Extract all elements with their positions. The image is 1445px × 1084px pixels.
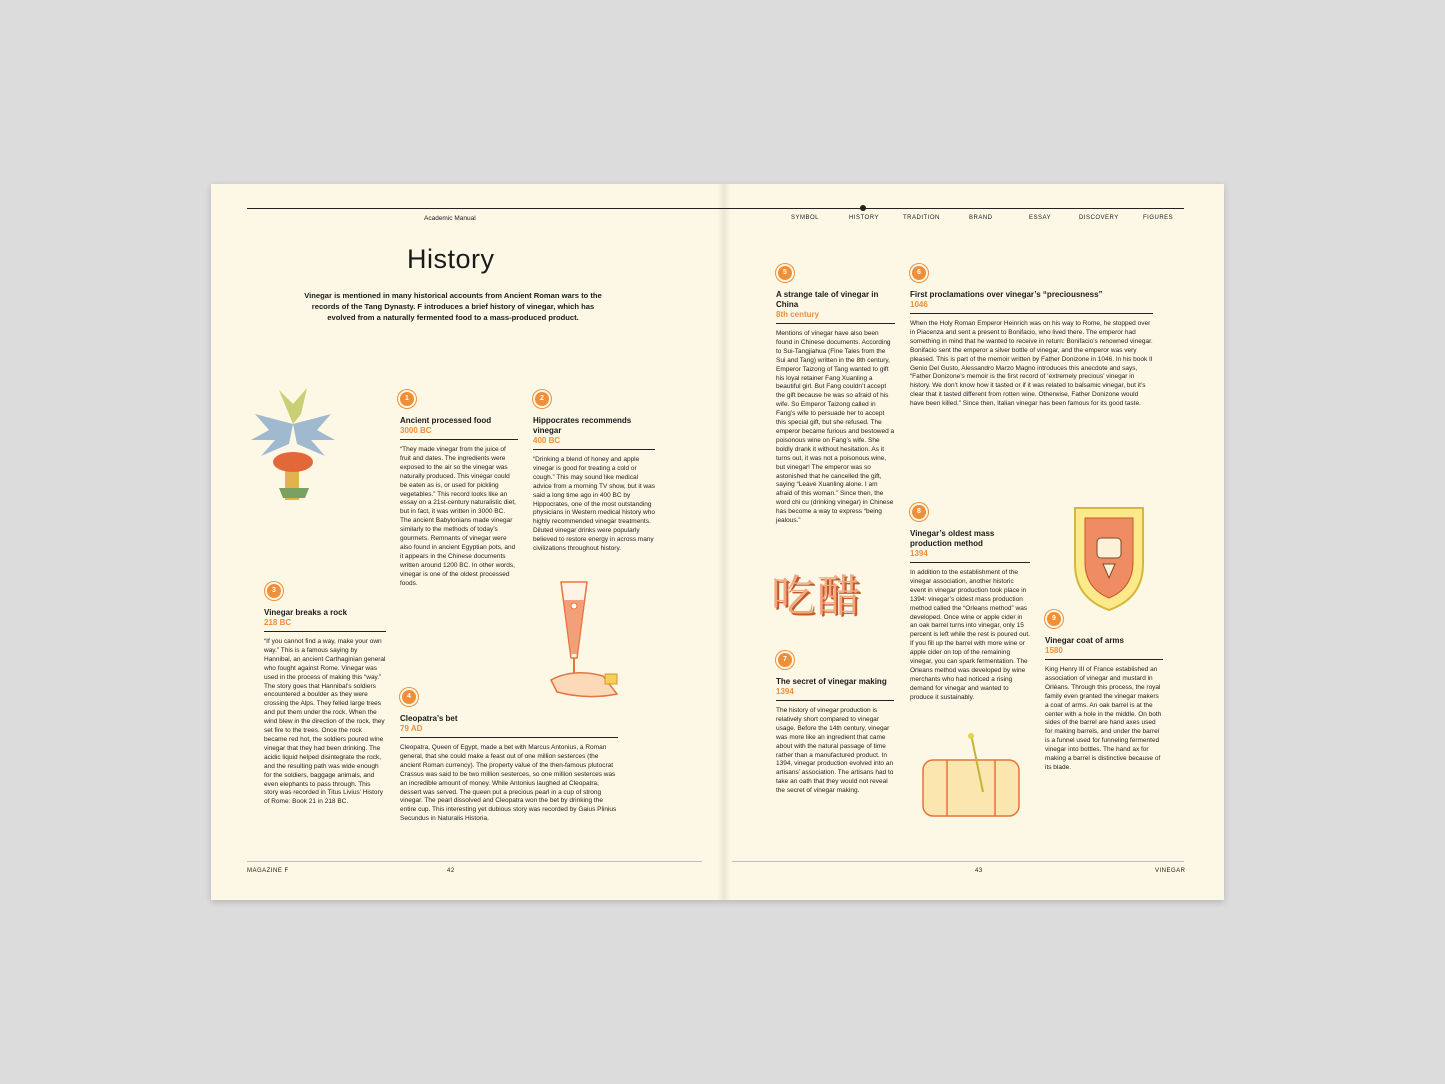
coat-of-arms-illustration	[1069, 502, 1149, 614]
entry-rule	[776, 323, 895, 324]
timeline-entry-2	[533, 416, 655, 554]
entry-title: A strange tale of vinegar in China	[776, 290, 879, 309]
entry-date: 400 BC	[533, 436, 561, 445]
barrel-illustration	[917, 732, 1027, 822]
entry-rule	[910, 562, 1030, 563]
entry-rule	[400, 439, 518, 440]
entry-title: Hippocrates recommends vinegar	[533, 416, 632, 435]
entry-title: Vinegar coat of arms	[1045, 636, 1124, 645]
entry-title: First proclamations over vinegar’s “preciousness”	[910, 290, 1103, 299]
entry-number-badge: 8	[912, 505, 926, 519]
entry-rule	[1045, 659, 1163, 660]
palm-base	[279, 488, 309, 498]
entry-title: Vinegar breaks a rock	[264, 608, 348, 617]
entry-date: 1046	[910, 300, 928, 309]
page-gutter	[717, 184, 731, 900]
entry-body: When the Holy Roman Emperor Heinrich was on his way to Rome, he stopped over in Piacenza and sent a present to Bonifacio, who lived there. The emperor had something in mind that he wanted to receive in return: Bonifacio’s renowned vinegar. Bonifacio sent the emperor a silver bottle of vinegar, and the emperor was very pleased. This is part of the memoir written by Father Donizone in 1046. In his book Il Genio Del Gusto, Alessandro Marzo Magno introduces this anecdote and says, “Father Donizone’s memoir is the first record of ‘extremely precious’ vinegar in history. We don’t know how it tasted or if it was related to balsamic vinegar, but it’s clear that it tasted different from rotten wine. Otherwise, Father Donizone would have been killed.” Since then, Italian vinegar has been famous for its good taste.	[910, 320, 1153, 408]
palm-fronds-left	[251, 414, 293, 456]
entry-date: 1580	[1045, 646, 1063, 655]
intro-text: Vinegar is mentioned in many historical accounts from Ancient Roman wars to the records of the Tang Dynasty. F introduces a brief history of vinegar, which has evolved from a naturally fermented food to a mass-produced product.	[304, 291, 602, 322]
page-title: History	[407, 244, 495, 274]
palm-tree-illustration	[249, 384, 337, 504]
entry-title: Vinegar’s oldest mass production method	[910, 529, 995, 548]
entry-number-badge: 7	[778, 653, 792, 667]
chinese-characters-chi-cu: 吃醋	[771, 571, 863, 622]
entry-body: “If you cannot find a way, make your own way.” This is a famous saying by Hannibal, an ancient Carthaginian general who fought against Rome. Vinegar was used in the process of making this “way.” The story goes that Hannibal’s soldiers encountered a boulder as they were crossing the Alps. They felled large trees and put them under the rock. When the wind blew in the direction of the rock, they set fire to the trees. Once the rock became red hot, the soldiers poured wine vinegar that they had been drinking. The acidic liquid helped disintegrate the rock, and the resulting path was wide enough for the soldiers, baggage animals, and even elephants to pass through. This story was recorded in Titus Livius’ History of Rome: Book 21 in 218 BC.	[264, 638, 386, 806]
footer-rule-right	[732, 861, 1184, 862]
entry-body: Cleopatra, Queen of Egypt, made a bet with Marcus Antonius, a Roman general, that she could make a feast out of one million sesterces (the ancient Roman currency). The property value of the then-famous plutocrat Crassus was said to be two million sesterces, so one million sesterces was an incredible amount of money. While Antonius laughed at Cleopatra, dessert was served. The queen put a precious pearl in a cup of strong vinegar. The pearl dissolved and Cleopatra won the bet by drinking the entire cup. This interesting yet dubious story was recorded by Gaius Plinius Secundus in Naturalis Historia.	[400, 744, 617, 823]
entry-body: In addition to the establishment of the vinegar association, another historic event in vinegar production took place in 1394: vinegar’s oldest mass production method called the “Orleans method” was developed. Once wine or apple cider in an oak barrel turns into vinegar, only 15 percent is left while the rest is poured out. If you fill up the barrel with more wine or apple cider on top of the remaining vinegar, you can spark fermentation. The Orleans method was developed by wine merchants who had noticed a rising demand for vinegar and wanted to produce it sustainably.	[910, 569, 1030, 701]
pearl	[571, 603, 577, 609]
entry-date: 8th century	[776, 310, 820, 319]
palm-fronds-top	[279, 388, 307, 424]
header-rule	[247, 208, 1184, 209]
entry-date: 3000 BC	[400, 426, 432, 435]
entry-date: 79 AD	[400, 724, 423, 733]
page-number-right: 43	[975, 868, 983, 874]
entry-body: “Drinking a blend of honey and apple vinegar is good for treating a cold or cough.” This may sound like medical advice from a morning TV show, but it was said a long time ago in 400 BC by Hippocrates, one of the most outstanding physicians in Western medical history who highly recommended vinegar treatments. Diluted vinegar drinks were popularly believed to restore energy in across many civilizations throughout history.	[533, 456, 655, 553]
nav-essay[interactable]: ESSAY	[1029, 215, 1052, 221]
entry-body: King Henry III of France established an association of vinegar and mustard in Orléans. Through this process, the royal family even granted the vinegar makers a coat of arms. An oak barrel is at the center with a hole in the middle. On both sides of the barrel are hand axes used for making barrels, and under the barrel is a funnel used for funneling fermented vinegar into bottles. The hand ax for making a barrel is distinctive because of its blade.	[1045, 666, 1162, 771]
oak-barrel	[923, 760, 1019, 816]
entry-title: The secret of vinegar making	[776, 677, 887, 686]
entry-number-badge: 1	[400, 392, 414, 406]
issue-label: VINEGAR	[1155, 868, 1186, 874]
entry-rule	[400, 737, 618, 738]
entry-date: 1394	[910, 549, 928, 558]
timeline-entry-3	[264, 608, 386, 807]
entry-number-badge: 9	[1047, 612, 1061, 626]
entry-body: Mentions of vinegar have also been found in Chinese documents. According to Sui-Tangjiahua (Fine Tales from the Sui and Tang) written in the 8th century, Emperor Taizong of Tang wanted to gift his loyal retainer Fang Xuanling a beautiful girl. But Fang couldn’t accept the gift because he was so afraid of his wife. So Emperor Taizong called in Fang’s wife to persuade her to accept this special gift, but she refused. The emperor became furious and bestowed a poisonous wine on Fang’s wife. She boldly drank it without hesitation. As it turns out, it was not a poisonous wine, but vinegar! The emperor was so astonished that he cancelled the gift, saying “Leave Xuanling alone. I am afraid of this woman.” Since then, the word chi cu (drinking vinegar) in Chinese has become a way to express “being jealous.”	[776, 330, 895, 525]
nav-brand[interactable]: BRAND	[969, 215, 993, 221]
timeline-entry-5	[776, 290, 895, 526]
entry-number-badge: 6	[912, 266, 926, 280]
entry-number-badge: 5	[778, 266, 792, 280]
entry-number-badge: 2	[535, 392, 549, 406]
nav-tradition[interactable]: TRADITION	[903, 215, 940, 221]
glass-and-hand-illustration	[547, 576, 637, 716]
entry-body: “They made vinegar from the juice of fruit and dates. The ingredients were exposed to the air so the vinegar was naturally produced. This vinegar could be eaten as is, or used for pickling vegetables.” This record looks like an essay on a 21st-century naturalistic diet, but in fact, it was written in 3000 BC. The ancient Babylonians made vinegar similarly to the methods of today’s gourmets. Remnants of vinegar were also found in ancient Egyptian pots, and it appears in the Chinese documents written around 1200 BC. In other words, vinegar is one of the oldest processed foods.	[400, 446, 516, 587]
page-number-left: 42	[447, 868, 455, 874]
palm-fronds-right	[293, 414, 335, 456]
nav-history[interactable]: HISTORY	[849, 215, 879, 221]
entry-body: The history of vinegar production is relatively short compared to vinegar usage. Before the 14th century, vinegar was more like an ingredient that came about with the natural passage of time rather than a manufactured product. In 1394, vinegar production evolved into an artisans’ association. The artisans had to take an oath that they would not reveal the secret of vinegar making.	[776, 707, 894, 795]
entry-title: Ancient processed food	[400, 416, 492, 425]
header-marker-dot	[860, 205, 866, 211]
timeline-entry-4	[400, 714, 618, 824]
bracelet	[605, 674, 617, 684]
footer-rule-left	[247, 861, 702, 862]
entry-number-badge: 3	[267, 584, 281, 598]
barrel-emblem	[1097, 538, 1121, 558]
nav-figures[interactable]: FIGURES	[1143, 215, 1174, 221]
running-title: Academic Manual	[424, 215, 476, 222]
timeline-entry-1	[400, 416, 518, 589]
entry-rule	[533, 449, 655, 450]
timeline-entry-6	[910, 290, 1153, 409]
entry-rule	[910, 313, 1153, 314]
timeline-entry-7	[776, 677, 894, 796]
entry-title: Cleopatra’s bet	[400, 714, 458, 723]
date-cluster	[273, 452, 313, 472]
magazine-spread	[211, 184, 1224, 900]
entry-date: 218 BC	[264, 618, 292, 627]
timeline-entry-9	[1045, 636, 1163, 773]
nav-symbol[interactable]: SYMBOL	[791, 215, 820, 221]
entry-rule	[264, 631, 386, 632]
rod-handle	[968, 733, 974, 739]
entry-rule	[776, 700, 894, 701]
magazine-label: MAGAZINE F	[247, 868, 289, 874]
nav-discovery[interactable]: DISCOVERY	[1079, 215, 1119, 221]
entry-date: 1394	[776, 687, 794, 696]
timeline-entry-8	[910, 529, 1030, 703]
entry-number-badge: 4	[402, 690, 416, 704]
